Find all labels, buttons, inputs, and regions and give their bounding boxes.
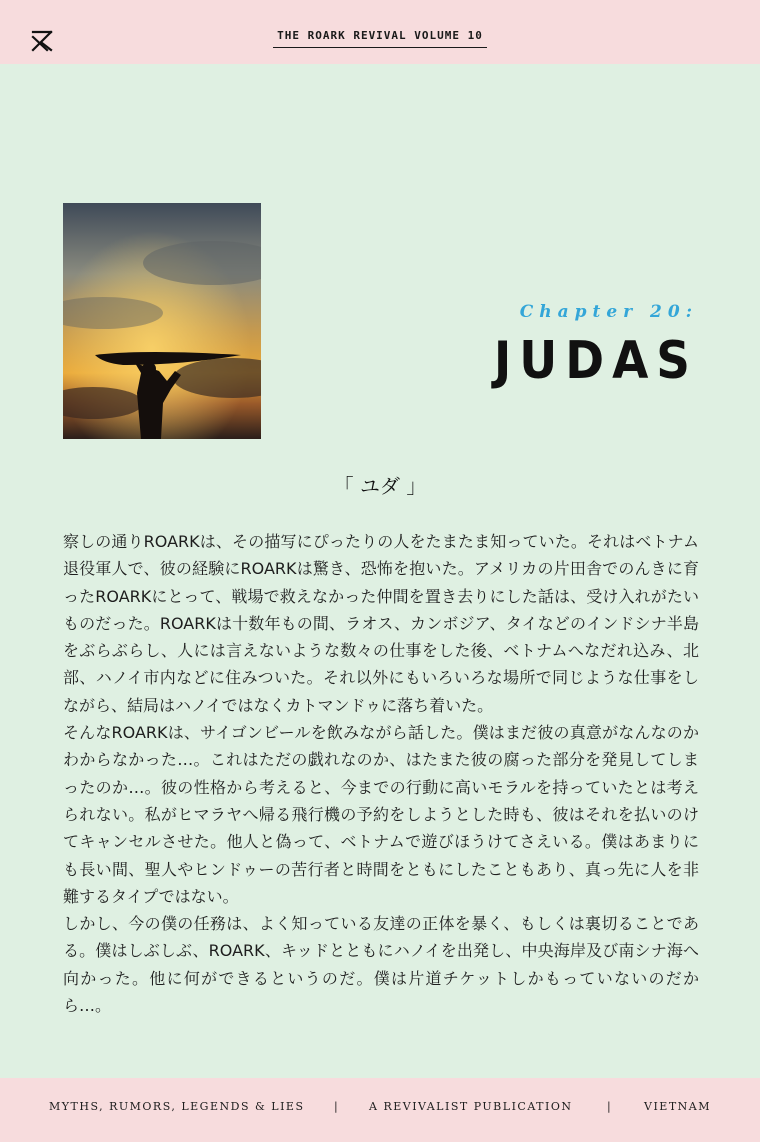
chapter-photo (63, 203, 261, 439)
paragraph: しかし、今の僕の任務は、よく知っている友達の正体を暴く、もしくは裏切ることである。僕はしぶしぶ、ROARK、キッドとともにハノイを出発し、中央海岸及び南シナ海へ向かった。他に何ができるというのだ。僕は片道チケットしかもっていないのだから…。 (63, 914, 699, 1016)
footer-location: VIETNAM (644, 1100, 711, 1113)
chapter-subtitle: 「 ユダ 」 (333, 474, 427, 498)
chapter-title: JUDAS (493, 331, 698, 391)
chapter-label: Chapter 20: (519, 302, 698, 322)
article-body (63, 528, 699, 1019)
paragraph: 察しの通りROARKは、その描写にぴったりの人をたまたま知っていた。それはベトナム退役軍人で、彼の経験にROARKは驚き、恐怖を抱いた。アメリカの片田舎でのんきに育ったROARKにとって、戦場で救えなかった仲間を置き去りにした話は、受け入れがたいものだった。ROARKは十数年もの間、ラオス、カンボジア、タイなどのインドシナ半島をぶらぶらし、人には言えないような数々の仕事をした後、ベトナムへなだれ込み、北部、ハノイ市内などに住みついた。それ以外にもいろいろな場所で同じような仕事をしながら、結局はハノイではなくカトマンドゥに落ち着いた。 (63, 532, 699, 715)
paragraph: そんなROARKは、サイゴンビールを飲みながら話した。僕はまだ彼の真意がなんなのかわからなかった…。これはただの戯れなのか、はたまた彼の腐った部分を発見してしまったのか…。彼の性格から考えると、今までの行動に高いモラルを持っていたとは考えられない。私がヒマラヤへ帰る飛行機の予約をしようとした時も、彼はそれを払いのけてキャンセルさせた。他人と偽って、ベトナムで遊びほうけてさえいる。僕はあまりにも長い間、聖人やヒンドゥーの苦行者と時間をともにしたこともあり、真っ先に人を非難するタイプではない。 (63, 723, 699, 906)
page-footer (0, 1078, 760, 1142)
volume-title: THE ROARK REVIVAL VOLUME 10 (0, 29, 760, 48)
page-header (0, 0, 760, 64)
footer-separator: | (334, 1100, 340, 1113)
footer-tagline: MYTHS, RUMORS, LEGENDS & LIES (49, 1100, 305, 1113)
footer-separator: | (607, 1100, 613, 1113)
photo-image (63, 203, 261, 439)
footer-publication: A REVIVALIST PUBLICATION (369, 1100, 573, 1113)
